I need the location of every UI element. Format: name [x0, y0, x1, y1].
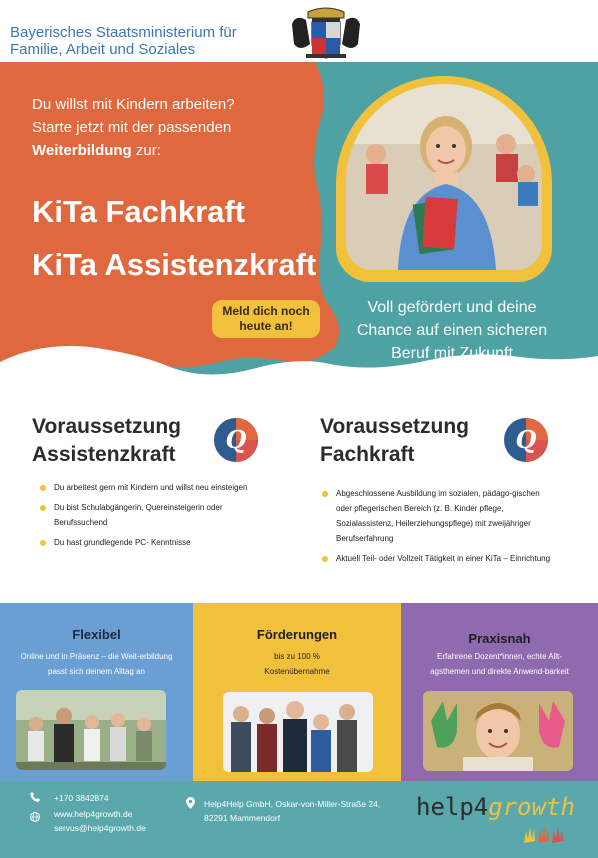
panel-praxisnah-text: Erfahrene Dozent*innen, echte Allt-agsthemen und direkte Anwend-barkeit: [430, 652, 569, 676]
intro-line-3: [32, 139, 292, 162]
address-line-2: 82291 Mammendorf: [204, 813, 281, 823]
logo-help: help4: [416, 793, 489, 821]
title-assistenzkraft: KiTa Assistenzkraft: [32, 247, 317, 282]
teacher-photo-icon: [346, 84, 542, 270]
assist-title-line-1: Voraussetzung: [32, 415, 181, 438]
assist-title-line-2: Assistenzkraft: [32, 443, 176, 466]
ministry-name: [10, 24, 237, 58]
fach-req-item: Aktuell Teil- oder Vollzeit Tätigkeit in einer KiTa – Einrichtung: [322, 551, 552, 566]
intro-line-1: Du willst mit Kindern arbeiten?: [32, 96, 235, 113]
bavarian-coat-of-arms-icon: [286, 4, 366, 60]
cta-line-2: heute an!: [239, 319, 293, 333]
assist-requirements-list: [40, 480, 250, 555]
footer-website[interactable]: www.help4growth.de: [54, 809, 133, 819]
address-line-1: Help4Help GmbH, Oskar-von-Miller-Straße 24,: [204, 799, 381, 809]
q-letter: Q: [515, 425, 537, 454]
fach-title-line-1: Voraussetzung: [320, 415, 469, 438]
panel-flexibel-photo: [16, 690, 166, 770]
students-photo-icon: [16, 690, 166, 770]
hands-logo-icon: [522, 823, 566, 845]
fach-title-line-2: Fachkraft: [320, 443, 415, 466]
panel-foerderungen-photo: [223, 692, 373, 772]
panel-flexibel-text: Online und in Präsenz – die Weit-erbildung passt sich deinem Alltag an: [20, 652, 173, 676]
assist-req-item: Du bist Schulabgängerin, Quereinsteigerin oder Berufssuchend: [40, 500, 250, 530]
panel-foerderungen-title: Förderungen: [256, 627, 338, 642]
cta-line-1: Meld dich noch: [222, 304, 310, 318]
q-logo-icon: [504, 418, 548, 462]
hero-intro: [32, 93, 292, 162]
register-now-button[interactable]: [212, 300, 320, 338]
slogan-line-1: Voll gefördert und deine: [367, 299, 537, 316]
hero-slogan: [332, 296, 572, 365]
slogan-line-3: Beruf mit Zukunft: [391, 345, 513, 362]
panel-praxisnah: [401, 603, 598, 781]
child-painted-hands-photo-icon: [423, 691, 573, 771]
ministry-line-1: Bayerisches Staatsministerium für: [10, 24, 237, 41]
intro-line-2: Starte jetzt mit der passenden: [32, 119, 232, 136]
panel-foerderungen: [193, 603, 401, 781]
intro-suffix: zur:: [131, 142, 161, 159]
help4growth-logo: [416, 793, 575, 821]
intro-bold: Weiterbildung: [32, 142, 132, 159]
slogan-line-2: Chance auf einen sicheren: [356, 322, 548, 339]
fach-req-item: Abgeschlossene Ausbildung im sozialen, pädago-gischen oder pflegerischen Bereich (z. B. Kinder pflege, Sozialassistenz, Heilerziehungspflege) mit zweijähriger Berufserfahrung: [322, 486, 552, 546]
footer-phone[interactable]: +170 3842874: [54, 793, 109, 803]
logo-growth: growth: [488, 793, 575, 821]
assist-req-item: Du hast grundlegende PC- Kenntnisse: [40, 535, 250, 550]
globe-icon: [30, 812, 40, 822]
team-photo-icon: [223, 692, 373, 772]
panel-flexibel-title: Flexibel: [72, 627, 121, 642]
fach-requirements-list: [322, 486, 552, 571]
footer: [0, 781, 598, 858]
panel-praxisnah-title: Praxisnah: [468, 631, 531, 646]
title-fachkraft: KiTa Fachkraft: [32, 194, 246, 229]
phone-icon: [30, 792, 40, 802]
assist-requirements-title: [32, 413, 181, 469]
fach-requirements-title: [320, 413, 469, 469]
panel-praxisnah-photo: [423, 691, 573, 771]
panel-foerderungen-text: bis zu 100 % Kostenübernahme: [264, 652, 330, 676]
q-logo-icon: [214, 418, 258, 462]
hero-photo: [346, 84, 542, 270]
ministry-line-2: Familie, Arbeit und Soziales: [10, 41, 196, 58]
footer-email[interactable]: servus@help4growth.de: [54, 823, 146, 833]
q-letter: Q: [225, 425, 247, 454]
assist-req-item: Du arbeitest gern mit Kindern und willst neu einsteigen: [40, 480, 250, 495]
panel-flexibel: [0, 603, 193, 781]
footer-address: [204, 797, 380, 825]
location-pin-icon: [186, 797, 195, 809]
